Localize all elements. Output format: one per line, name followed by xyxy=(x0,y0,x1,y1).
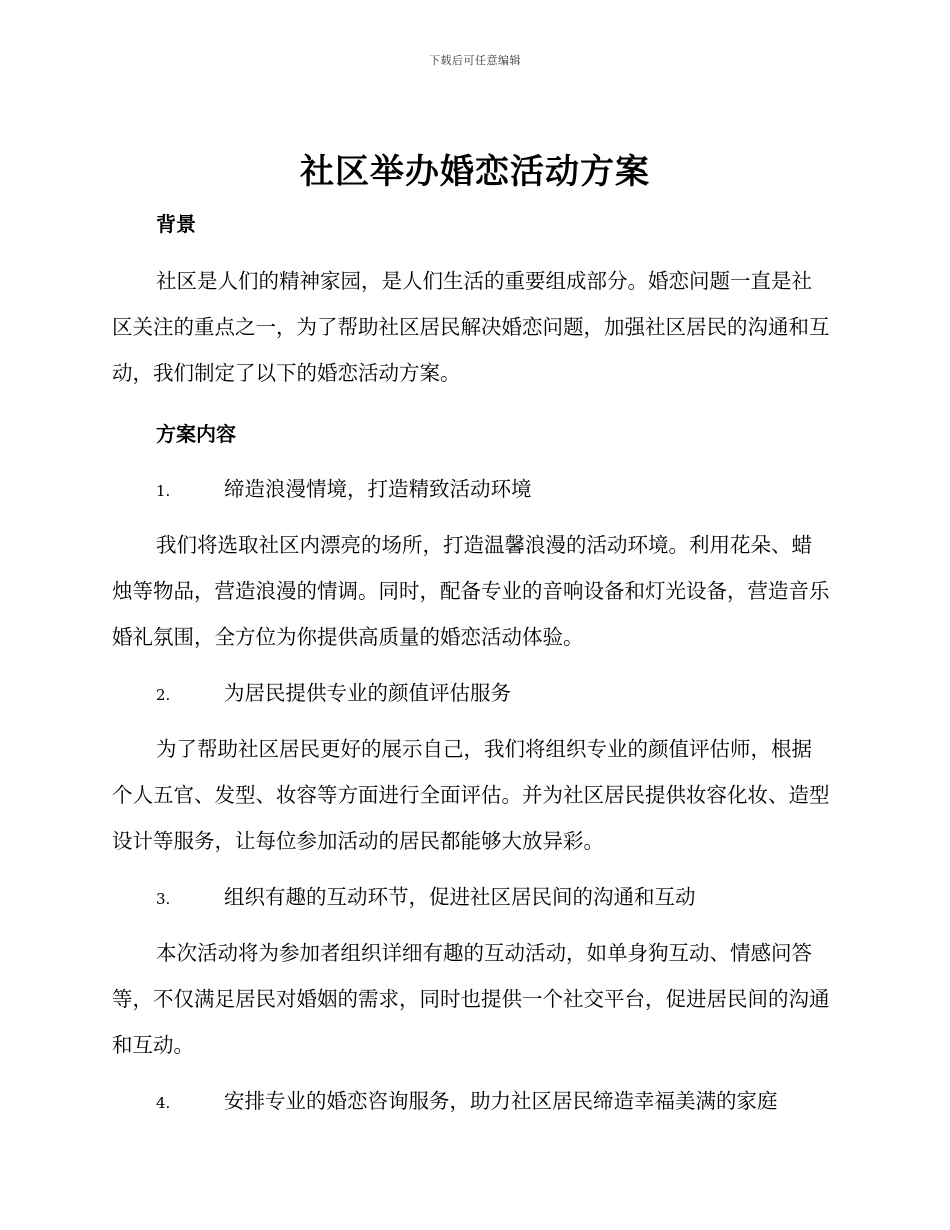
list-item xyxy=(112,874,832,922)
list-item-title: 安排专业的婚恋咨询服务，助力社区居民缔造幸福美满的家庭 xyxy=(224,1089,778,1113)
item-paragraph: 为了帮助社区居民更好的展示自己，我们将组织专业的颜值评估师，根据个人五官、发型、妆容等方面进行全面评估。并为社区居民提供妆容化妆、造型设计等服务，让每位参加活动的居民都能够大放异彩。 xyxy=(112,737,830,853)
page-title: 社区举办婚恋活动方案 xyxy=(300,152,650,192)
section-heading-background: 背景 xyxy=(156,212,196,236)
list-item-title: 组织有趣的互动环节，促进社区居民间的沟通和互动 xyxy=(224,885,696,909)
list-number: 2. xyxy=(156,686,171,704)
item-paragraph: 本次活动将为参加者组织详细有趣的互动活动，如单身狗互动、情感问答等，不仅满足居民对婚姻的需求，同时也提供一个社交平台，促进居民间的沟通和互动。 xyxy=(112,941,830,1057)
document-body xyxy=(112,204,832,1126)
list-number: 1. xyxy=(156,482,171,500)
list-number: 4. xyxy=(156,1094,171,1112)
list-item xyxy=(112,1078,832,1126)
list-item xyxy=(112,466,832,514)
list-number: 3. xyxy=(156,890,171,908)
list-item xyxy=(112,670,832,718)
header-note: 下载后可任意编辑 xyxy=(429,54,521,67)
list-item-title: 缔造浪漫情境，打造精致活动环境 xyxy=(224,477,532,501)
item-paragraph: 我们将选取社区内漂亮的场所，打造温馨浪漫的活动环境。利用花朵、蜡烛等物品，营造浪漫的情调。同时，配备专业的音响设备和灯光设备，营造音乐婚礼氛围，全方位为你提供高质量的婚恋活动体验。 xyxy=(112,533,830,649)
section-heading-plan: 方案内容 xyxy=(156,422,236,446)
list-item-title: 为居民提供专业的颜值评估服务 xyxy=(224,681,511,705)
background-paragraph: 社区是人们的精神家园，是人们生活的重要组成部分。婚恋问题一直是社区关注的重点之一，为了帮助社区居民解决婚恋问题，加强社区居民的沟通和互动，我们制定了以下的婚恋活动方案。 xyxy=(112,269,830,385)
